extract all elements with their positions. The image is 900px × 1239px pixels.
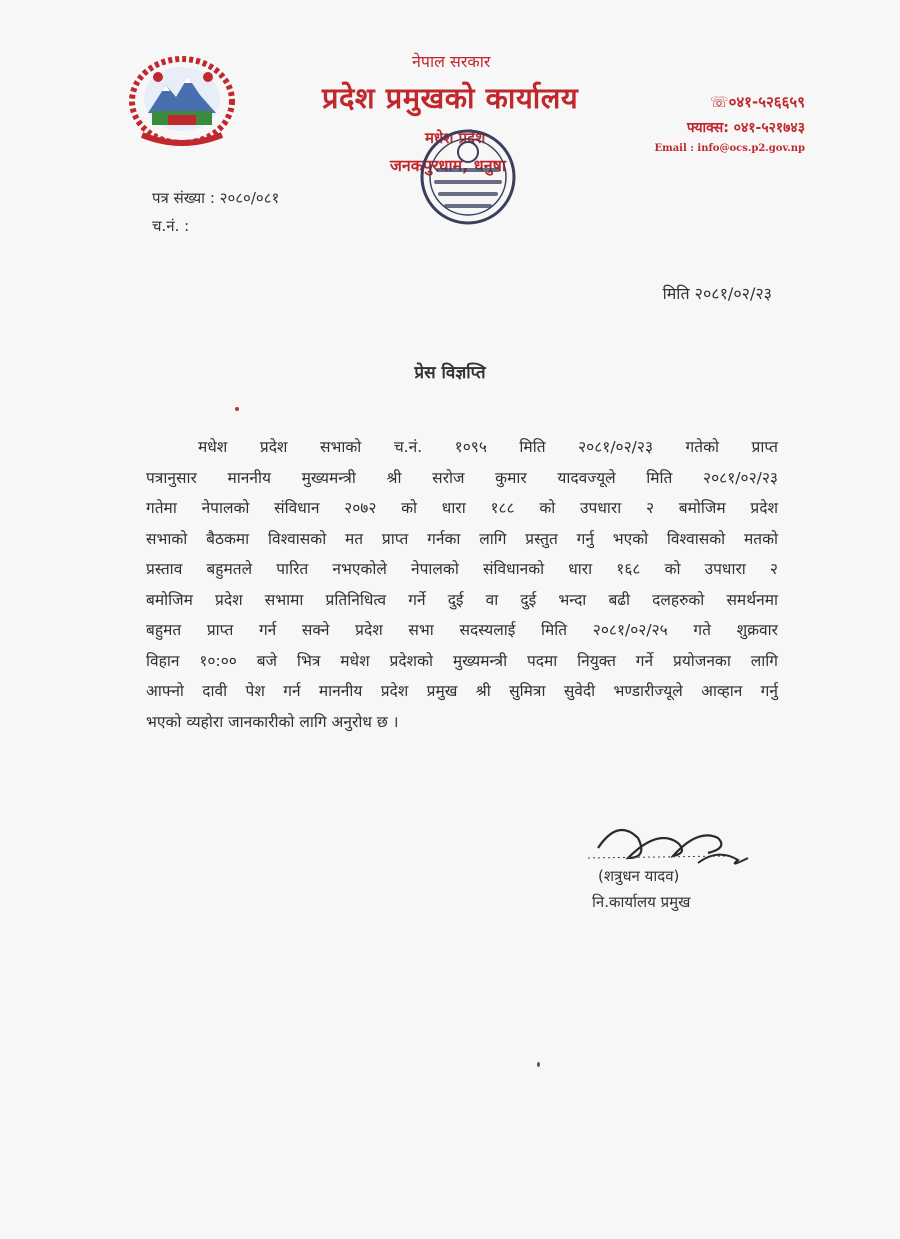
body-line: प्रस्ताव बहुमतले पारित नभएकोले नेपालको संविधानको धारा १६८ को उपधारा २ <box>146 560 778 578</box>
body-line: बमोजिम प्रदेश सभामा प्रतिनिधित्व गर्ने दुई वा दुई भन्दा बढी दलहरुको समर्थनमा <box>146 590 778 609</box>
body-line: विहान १०:०० बजे भित्र मधेश प्रदेशको मुख्यमन्त्री पदमा नियुक्त गर्ने प्रयोजनका लागि <box>146 651 778 670</box>
signatory-name: (शत्रुधन यादव) <box>598 867 680 885</box>
letter-subject: प्रेस विज्ञप्ति <box>414 363 486 383</box>
ink-dot <box>537 1062 540 1067</box>
letter-date: मिति २०८१/०२/२३ <box>662 284 772 303</box>
letter-body <box>146 432 778 737</box>
office-location: जनकपुरधाम, धनुषा <box>390 156 506 175</box>
nepal-emblem-icon <box>128 55 236 147</box>
body-line: पत्रानुसार माननीय मुख्यमन्त्री श्री सरोज कुमार यादवज्यूले मिति २०८१/०२/२३ <box>146 468 778 487</box>
phone-number: ☏०४१-५२६६५९ <box>709 93 805 111</box>
body-line: आफ्नो दावी पेश गर्न माननीय प्रदेश प्रमुख श्री सुमित्रा सुवेदी भण्डारीज्यूले आव्हान गर्नु <box>146 682 778 700</box>
reference-number: पत्र संख्या : २०८०/०८१ <box>152 189 280 207</box>
body-line: भएको व्यहोरा जानकारीको लागि अनुरोध छ । <box>146 712 399 731</box>
govt-name: नेपाल सरकार <box>412 52 491 71</box>
body-line: सभाको बैठकमा विश्वासको मत प्राप्त गर्नका लागि प्रस्तुत गर्नु भएको विश्वासको मतको <box>146 529 778 548</box>
email-address: Email : info@ocs.p2.gov.np <box>654 143 805 154</box>
body-line: मधेश प्रदेश सभाको च.नं. १०९५ मिति २०८१/०२/२३ गतेको प्राप्त <box>198 438 778 456</box>
province-name: मधेश प्रदेश <box>425 129 486 147</box>
signatory-title: नि.कार्यालय प्रमुख <box>592 893 691 911</box>
contact-block <box>655 92 806 154</box>
fax-number: फ्याक्स: ०४१-५२१७४३ <box>686 120 805 136</box>
office-stamp-icon <box>408 122 528 232</box>
body-line: गतेमा नेपालको संविधान २०७२ को धारा १८८ को उपधारा २ बमोजिम प्रदेश <box>146 499 778 517</box>
dispatch-number: च.नं. : <box>152 217 190 235</box>
ink-dot <box>235 407 239 411</box>
office-title: प्रदेश प्रमुखको कार्यालय <box>322 81 579 115</box>
body-line: बहुमत प्राप्त गर्न सक्ने प्रदेश सभा सदस्यलाई मिति २०८१/०२/२५ गते शुक्रवार <box>146 621 778 639</box>
